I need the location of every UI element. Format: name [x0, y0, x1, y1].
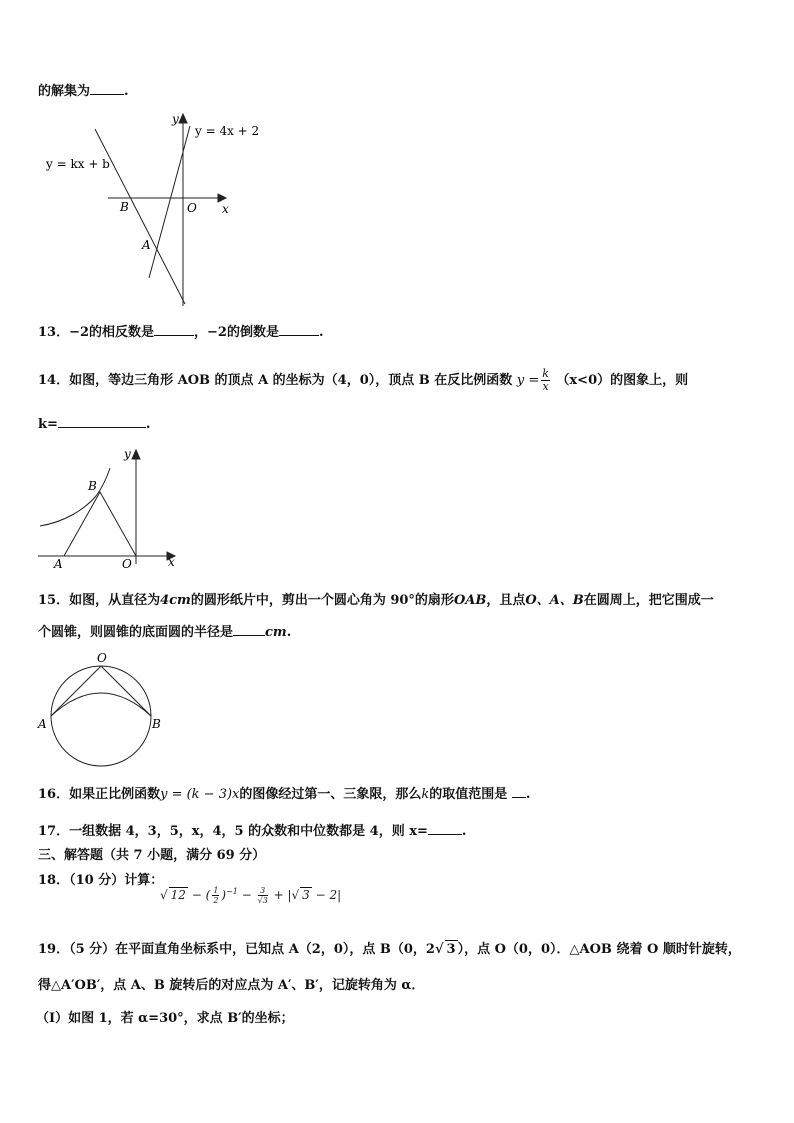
- point-b-label: B: [120, 200, 129, 214]
- question-15-line2: [38, 623, 291, 642]
- sqrt-sign-icon: √: [434, 942, 444, 957]
- q19-text2: ），点 O（0，0）．△AOB 绕着 O 顺时针旋转，: [457, 942, 741, 957]
- point-a-label: A: [38, 717, 47, 731]
- q18-frac-den-root: 3: [262, 896, 268, 905]
- q18-exponent: −1: [226, 887, 238, 896]
- q18-root-12: 12: [170, 888, 186, 902]
- q14-frac-num: k: [542, 367, 549, 380]
- q19-root: 3: [446, 942, 456, 957]
- q16-end: .: [525, 787, 531, 802]
- radius-ob: [101, 666, 151, 716]
- q13-end: .: [318, 325, 324, 340]
- q15-sector: OAB: [453, 593, 487, 608]
- q18-half-num: 1: [213, 886, 219, 895]
- equation-other-line: y = kx + b: [46, 157, 110, 171]
- q18-frac-den: [258, 896, 268, 905]
- q16-text2: 的图像经过第一、三象限，那么: [239, 787, 422, 802]
- x-axis-label: x: [222, 202, 229, 216]
- q15-unit: cm: [265, 625, 287, 640]
- answer-blank: [90, 82, 124, 95]
- line-4x-plus-2: [149, 126, 190, 278]
- point-b-label: B: [88, 479, 97, 493]
- q14-k-label: k=: [38, 417, 58, 432]
- question-19-part1: [36, 1010, 294, 1028]
- equilateral-triangle-aob: [64, 492, 136, 556]
- q13-mid: ，−2的倒数是: [194, 325, 279, 340]
- q15-line2: 个圆锥，则圆锥的底面圆的半径是: [38, 625, 234, 640]
- origin-label: O: [122, 557, 132, 571]
- q18-formula: [160, 886, 341, 905]
- q14-func-prefix: y =: [516, 373, 540, 388]
- q15-end: .: [286, 625, 292, 640]
- line-kx-plus-b: [95, 129, 185, 304]
- circle: [51, 666, 151, 766]
- hyperbola-curve: [40, 468, 110, 526]
- question-18: [38, 872, 163, 890]
- question-14-line2: [38, 415, 150, 434]
- point-o-label: O: [97, 651, 107, 665]
- q18-half: [212, 886, 219, 905]
- q14-frac-den: x: [542, 380, 549, 393]
- q14-text: 14．如图，等边三角形 AOB 的顶点 A 的坐标为（4，0），顶点 B 在反比例函数: [38, 373, 513, 388]
- q17-blank: [428, 822, 462, 835]
- question-17: [38, 822, 466, 841]
- question-14: [38, 368, 688, 393]
- point-a-label: A: [142, 238, 151, 252]
- q14-fraction: [541, 368, 550, 393]
- q14-condition: （x<0）的图象上，则: [556, 373, 689, 388]
- q15-points: O、A、B: [525, 593, 584, 608]
- period: .: [124, 84, 129, 99]
- question-16: [38, 785, 530, 804]
- figure-circle-sector: [34, 650, 168, 770]
- x-axis-label: x: [168, 555, 175, 569]
- q15-text: 15．如图，从直径为: [38, 593, 161, 608]
- y-axis-label: y: [172, 112, 179, 126]
- q18-part5: + |: [269, 888, 292, 902]
- q17-text: 17．一组数据 4，3，5，x，4，5 的众数和中位数都是 4，则 x=: [38, 824, 428, 839]
- x-axis-arrow-icon: [218, 194, 226, 202]
- q19-line2: 得△A′OB′，点 A、B 旋转后的对应点为 A′、B′，记旋转角为 α．: [38, 978, 425, 993]
- q16-function: y = (k − 3)x: [160, 787, 240, 802]
- y-axis-arrow-icon: [132, 450, 140, 459]
- q13-text: 13．−2的相反数是: [38, 325, 155, 340]
- point-b-label: B: [152, 717, 161, 731]
- q15-diameter: 4cm: [160, 593, 191, 608]
- q19-text: 19．（5 分）在平面直角坐标系中，已知点 A（2，0），点 B（0，2: [38, 942, 435, 957]
- q13-blank-1: [154, 323, 194, 336]
- sqrt-sign-icon: √: [160, 888, 168, 902]
- figure-two-lines: [40, 106, 270, 311]
- q18-part2: − (: [187, 888, 211, 902]
- sqrt-sign-icon: √: [291, 888, 300, 902]
- solution-set-line: [38, 82, 129, 101]
- q14-blank: [58, 415, 146, 428]
- q18-text: 18．（10 分）计算：: [38, 873, 164, 888]
- q18-frac-num: 3: [258, 886, 268, 896]
- q18-part6: − 2|: [311, 888, 342, 902]
- q13-blank-2: [279, 323, 319, 336]
- q16-text3: 的取值范围是: [429, 787, 508, 802]
- question-19-line2: [38, 977, 424, 995]
- equation-steep-line: y = 4x + 2: [195, 124, 260, 138]
- y-axis-label: y: [124, 447, 131, 461]
- solution-set-text: 的解集为: [38, 84, 91, 99]
- question-13: [38, 323, 324, 342]
- y-axis-arrow-icon: [179, 114, 187, 123]
- q18-root-3: 3: [302, 888, 310, 902]
- point-a-label: A: [54, 557, 63, 571]
- q15-text2: 的圆形纸片中，剪出一个圆心角为 90°的扇形: [190, 593, 454, 608]
- q15-text3: ，且点: [486, 593, 526, 608]
- question-19: [38, 940, 741, 959]
- sqrt-sign-icon: √: [257, 896, 263, 905]
- q16-text: 16．如果正比例函数: [38, 787, 161, 802]
- q18-part3: ): [221, 888, 227, 902]
- q19-line3: （I）如图 1，若 α=30°，求点 B′的坐标；: [36, 1011, 294, 1026]
- figure-triangle-hyperbola: [34, 444, 184, 572]
- q16-blank: [512, 785, 526, 798]
- q15-blank: [233, 623, 265, 636]
- q16-variable: k: [421, 787, 430, 802]
- q17-end: .: [461, 824, 467, 839]
- q18-half-den: 2: [213, 896, 219, 905]
- q18-part4: −: [237, 888, 256, 902]
- q18-fraction: [258, 886, 268, 905]
- section-3-heading: [38, 847, 265, 865]
- section-3-text: 三、解答题（共 7 小题，满分 69 分）: [38, 848, 266, 863]
- q15-text4: 在圆周上，把它围成一: [583, 593, 714, 608]
- sector-arc-ab: [51, 693, 151, 716]
- origin-label: O: [187, 201, 197, 215]
- radius-oa: [51, 666, 101, 716]
- question-15: [38, 592, 714, 610]
- q14-end: .: [145, 417, 151, 432]
